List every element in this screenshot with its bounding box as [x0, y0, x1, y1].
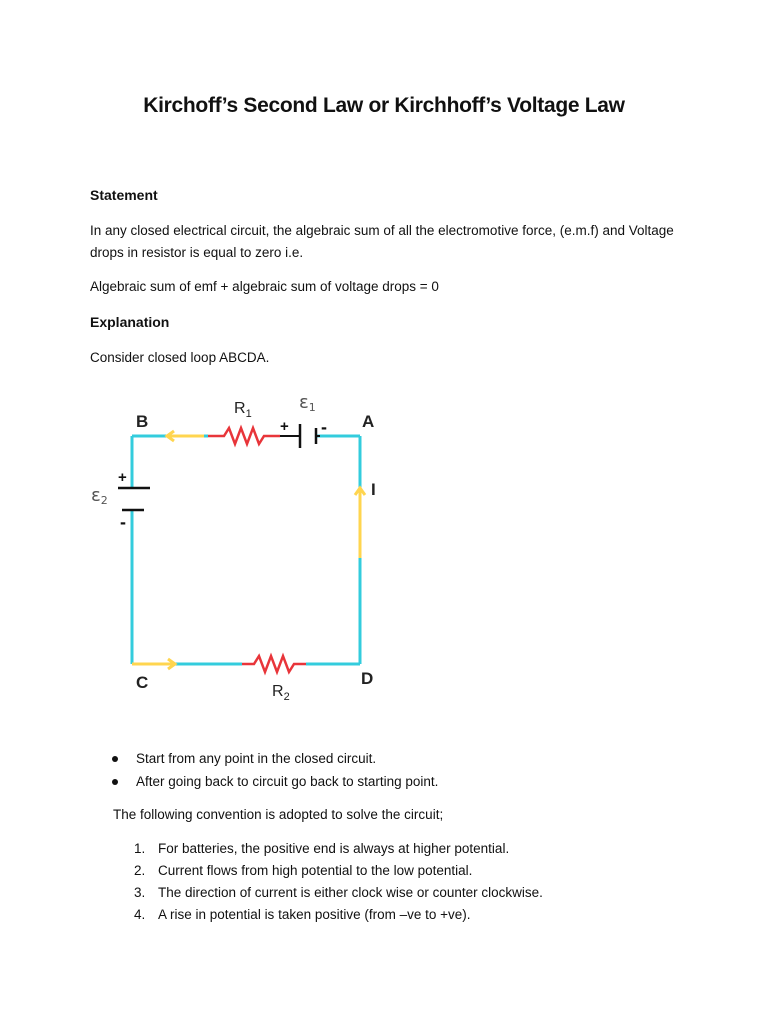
bullet-dot-icon	[112, 756, 118, 762]
bullet-list	[112, 747, 438, 793]
r2-label: $R_2$	[272, 683, 290, 703]
list-item-text: A rise in potential is taken positive (from –ve to +ve).	[158, 907, 471, 922]
node-c-label: C	[136, 673, 149, 692]
statement-heading: Statement	[90, 187, 158, 203]
list-item	[134, 838, 543, 860]
list-item-number: 1.	[134, 841, 146, 856]
e2-plus-sign: +	[118, 469, 127, 486]
r1-label: $R_1$	[234, 400, 252, 420]
list-item-text: For batteries, the positive end is always at higher potential.	[158, 841, 510, 856]
current-label: I	[371, 480, 376, 499]
e2-label: ε2	[91, 485, 108, 507]
convention-intro: The following convention is adopted to solve the circuit;	[113, 807, 444, 822]
e1-label: ε1	[299, 392, 316, 414]
list-item	[112, 770, 438, 793]
bullet-dot-icon	[112, 779, 118, 785]
node-b-label: B	[136, 412, 149, 431]
list-item	[134, 904, 543, 926]
e1-plus-sign: +	[280, 418, 289, 435]
circuit-diagram	[88, 384, 388, 704]
list-item	[134, 860, 543, 882]
list-item-text: Start from any point in the closed circuit.	[136, 751, 377, 766]
list-item	[134, 882, 543, 904]
page-title: Kirchoff’s Second Law or Kirchhoff’s Voltage Law	[143, 94, 625, 117]
statement-text: In any closed electrical circuit, the algebraic sum of all the electromotive force, (e.m.f) and Voltage drops in resistor is equal to zero i.e.	[90, 223, 674, 260]
numbered-list	[134, 838, 543, 926]
node-a-label: A	[362, 412, 375, 431]
e2-minus-sign: -	[120, 512, 126, 532]
list-item-text: The direction of current is either clock wise or counter clockwise.	[158, 885, 543, 900]
list-item-text: Current flows from high potential to the low potential.	[158, 863, 473, 878]
list-item-number: 4.	[134, 907, 146, 922]
list-item	[112, 747, 438, 770]
node-d-label: D	[361, 669, 374, 688]
list-item-number: 3.	[134, 885, 146, 900]
list-item-text: After going back to circuit go back to starting point.	[136, 774, 439, 789]
explanation-heading: Explanation	[90, 314, 170, 330]
explanation-intro: Consider closed loop ABCDA.	[90, 350, 270, 365]
statement-formula: Algebraic sum of emf + algebraic sum of voltage drops = 0	[90, 279, 439, 294]
e1-minus-sign: -	[321, 417, 327, 437]
list-item-number: 2.	[134, 863, 146, 878]
